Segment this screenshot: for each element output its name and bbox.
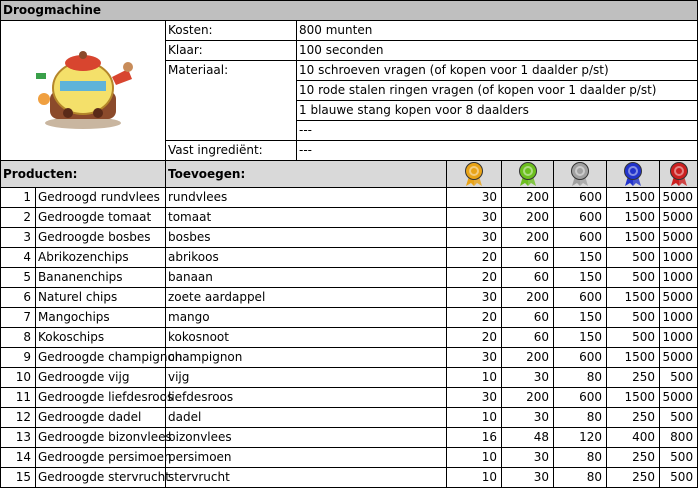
medal-value: 500 [660,468,698,488]
row-number: 4 [1,248,36,268]
klaar-value: 100 seconden [297,41,698,61]
drying-machine-icon [28,43,138,133]
medal-value: 30 [447,208,502,228]
medal-value: 250 [607,468,660,488]
table-row [1,308,698,328]
product-name: Gedroogde persimoen [36,448,166,468]
product-name: Gedroogde liefdesroos [36,388,166,408]
medal-value: 800 [660,428,698,448]
table-row [1,468,698,488]
ingredient-name: tomaat [166,208,447,228]
product-name: Gedroogde vijg [36,368,166,388]
medal-value: 200 [502,208,554,228]
medal-value: 30 [447,228,502,248]
medal-value: 10 [447,368,502,388]
medal-value: 5000 [660,288,698,308]
row-number: 3 [1,228,36,248]
medal-value: 30 [447,388,502,408]
table-row [1,288,698,308]
medal-value: 30 [502,408,554,428]
medal-value: 150 [554,248,607,268]
toevoegen-header: Toevoegen: [166,161,447,188]
medal-value: 400 [607,428,660,448]
kosten-value: 800 munten [297,21,698,41]
medal-header-4 [607,161,660,188]
ingredient-name: liefdesroos [166,388,447,408]
medal-header-5 [660,161,698,188]
medal-value: 20 [447,308,502,328]
blue-medal-icon [622,161,644,187]
row-number: 9 [1,348,36,368]
medal-value: 80 [554,408,607,428]
product-name: Gedroogde bizonvlees [36,428,166,448]
medal-value: 150 [554,308,607,328]
medal-value: 30 [447,188,502,208]
row-number: 2 [1,208,36,228]
medal-header-1 [447,161,502,188]
ingredient-name: bosbes [166,228,447,248]
medal-value: 150 [554,328,607,348]
row-number: 6 [1,288,36,308]
medal-value: 1500 [607,348,660,368]
medal-value: 500 [660,448,698,468]
medal-value: 10 [447,448,502,468]
medal-value: 30 [502,448,554,468]
vast-ingredient-value: --- [297,141,698,161]
table-row [1,268,698,288]
product-name: Kokoschips [36,328,166,348]
row-number: 1 [1,188,36,208]
product-rows [1,188,698,488]
medal-value: 60 [502,248,554,268]
medal-value: 80 [554,448,607,468]
medal-value: 5000 [660,388,698,408]
medal-value: 200 [502,188,554,208]
medal-value: 200 [502,228,554,248]
medal-value: 250 [607,368,660,388]
row-number: 15 [1,468,36,488]
materiaal-item: 10 rode stalen ringen vragen (of kopen voor 1 daalder p/st) [297,81,698,101]
product-name: Abrikozenchips [36,248,166,268]
medal-value: 150 [554,268,607,288]
row-number: 11 [1,388,36,408]
table-row [1,248,698,268]
product-name: Gedroogde champignon [36,348,166,368]
table-row [1,408,698,428]
medal-value: 30 [447,348,502,368]
medal-value: 30 [502,468,554,488]
kosten-label: Kosten: [166,21,297,41]
medal-value: 30 [447,288,502,308]
materiaal-item: 10 schroeven vragen (of kopen voor 1 daalder p/st) [297,61,698,81]
row-number: 8 [1,328,36,348]
medal-value: 5000 [660,188,698,208]
silver-medal-icon [569,161,591,187]
medal-value: 1000 [660,328,698,348]
medal-header-2 [502,161,554,188]
medal-value: 1000 [660,308,698,328]
medal-value: 5000 [660,228,698,248]
gold-medal-icon [463,161,485,187]
medal-value: 60 [502,308,554,328]
medal-value: 10 [447,468,502,488]
medal-value: 600 [554,348,607,368]
klaar-label: Klaar: [166,41,297,61]
medal-value: 600 [554,388,607,408]
table-row [1,228,698,248]
medal-value: 500 [607,248,660,268]
medal-value: 200 [502,348,554,368]
materiaal-label: Materiaal: [166,61,297,141]
table-row [1,368,698,388]
vast-ingredient-label: Vast ingrediënt: [166,141,297,161]
row-number: 5 [1,268,36,288]
ingredient-name: banaan [166,268,447,288]
medal-value: 5000 [660,348,698,368]
ingredient-name: mango [166,308,447,328]
row-number: 10 [1,368,36,388]
medal-value: 600 [554,288,607,308]
medal-value: 200 [502,288,554,308]
table-row [1,388,698,408]
medal-value: 1500 [607,188,660,208]
medal-value: 1000 [660,248,698,268]
medal-value: 500 [607,308,660,328]
table-row [1,428,698,448]
medal-value: 5000 [660,208,698,228]
producten-header: Producten: [1,161,166,188]
medal-value: 1500 [607,228,660,248]
product-name: Gedroogde stervrucht [36,468,166,488]
ingredient-name: zoete aardappel [166,288,447,308]
ingredient-name: persimoen [166,448,447,468]
medal-value: 500 [607,268,660,288]
medal-value: 600 [554,208,607,228]
medal-value: 1500 [607,288,660,308]
red-medal-icon [668,161,690,187]
row-number: 12 [1,408,36,428]
ingredient-name: vijg [166,368,447,388]
medal-value: 120 [554,428,607,448]
medal-value: 500 [660,408,698,428]
medal-value: 48 [502,428,554,448]
product-name: Bananenchips [36,268,166,288]
machine-image-cell [1,21,166,161]
materiaal-item: 1 blauwe stang kopen voor 8 daalders [297,101,698,121]
ingredient-name: rundvlees [166,188,447,208]
table-row [1,348,698,368]
medal-value: 20 [447,248,502,268]
medal-value: 16 [447,428,502,448]
ingredient-name: stervrucht [166,468,447,488]
ingredient-name: kokosnoot [166,328,447,348]
table-row [1,208,698,228]
product-name: Mangochips [36,308,166,328]
ingredient-name: dadel [166,408,447,428]
product-name: Naturel chips [36,288,166,308]
medal-value: 80 [554,468,607,488]
row-number: 7 [1,308,36,328]
table-row [1,188,698,208]
medal-value: 1500 [607,208,660,228]
ingredient-name: abrikoos [166,248,447,268]
materiaal-item: --- [297,121,698,141]
row-number: 14 [1,448,36,468]
medal-value: 600 [554,228,607,248]
medal-value: 80 [554,368,607,388]
medal-value: 10 [447,408,502,428]
medal-value: 200 [502,388,554,408]
medal-value: 250 [607,448,660,468]
table-row [1,328,698,348]
row-number: 13 [1,428,36,448]
medal-header-3 [554,161,607,188]
ingredient-name: bizonvlees [166,428,447,448]
ingredient-name: champignon [166,348,447,368]
medal-value: 60 [502,328,554,348]
table-row [1,448,698,468]
medal-value: 1000 [660,268,698,288]
product-name: Gedroogde dadel [36,408,166,428]
product-name: Gedroogd rundvlees [36,188,166,208]
medal-value: 1500 [607,388,660,408]
medal-value: 500 [660,368,698,388]
product-name: Gedroogde bosbes [36,228,166,248]
green-medal-icon [517,161,539,187]
medal-value: 20 [447,268,502,288]
medal-value: 600 [554,188,607,208]
machine-title: Droogmachine [1,1,698,21]
medal-value: 30 [502,368,554,388]
medal-value: 60 [502,268,554,288]
medal-value: 250 [607,408,660,428]
medal-value: 20 [447,328,502,348]
product-name: Gedroogde tomaat [36,208,166,228]
medal-value: 500 [607,328,660,348]
